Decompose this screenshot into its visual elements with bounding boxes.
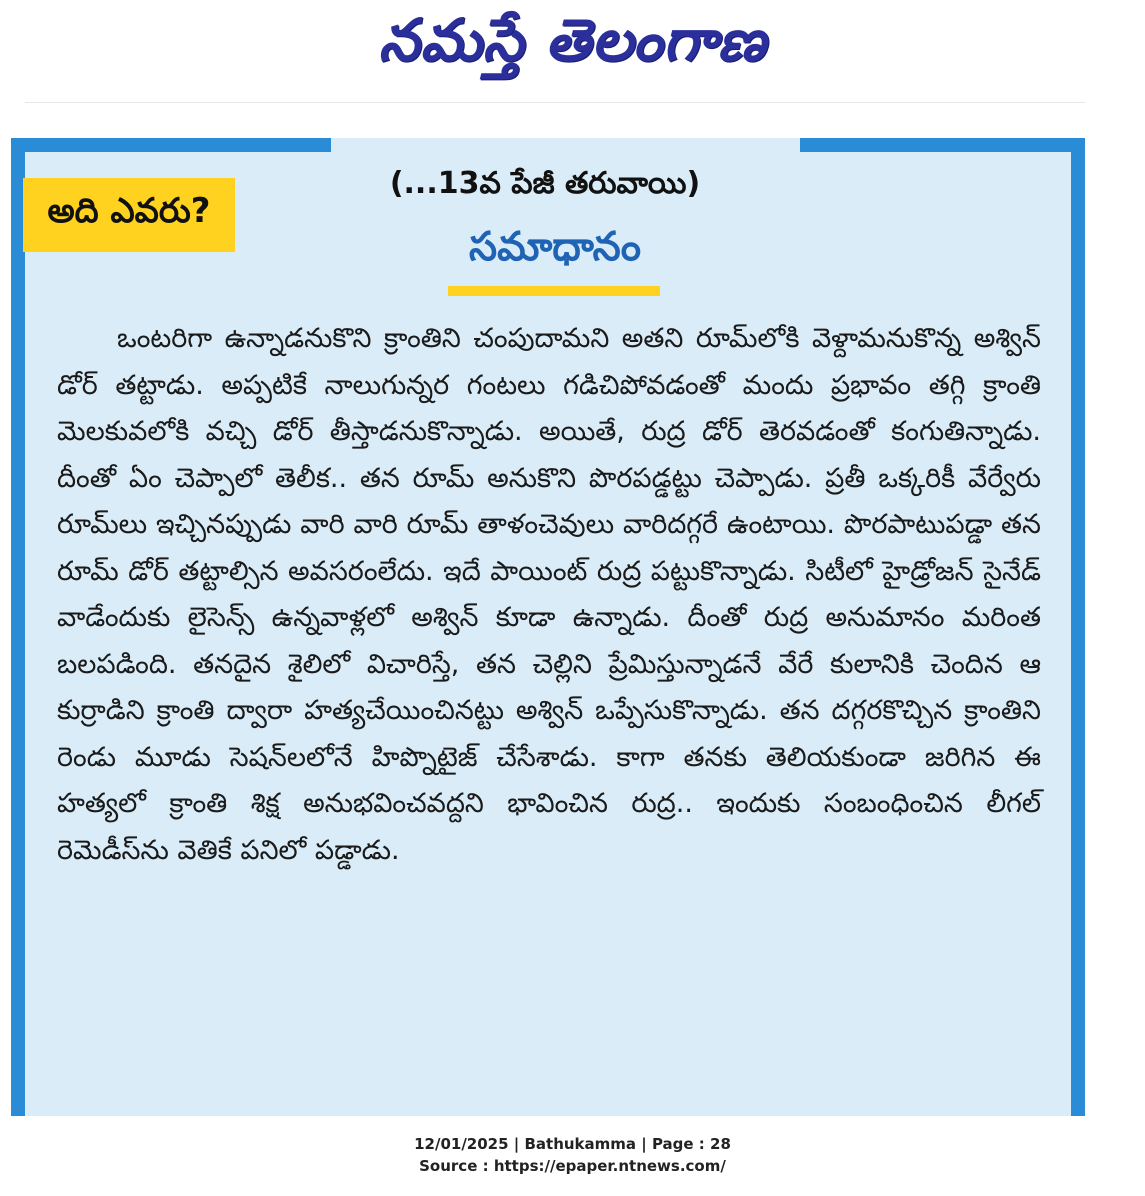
page-footer [0,1133,1145,1177]
title-underline [448,286,660,296]
masthead-divider [25,102,1085,103]
frame-top-right-bar [800,138,1085,152]
article-body: ఒంటరిగా ఉన్నాడనుకొని క్రాంతిని చంపుదామని అతని రూమ్‌లోకి వెళ్దామనుకొన్న అశ్విన్ డోర్ తట్టాడు. అప్పటికే నాలుగున్నర గంటలు గడిచిపోవడంతో మందు ప్రభావం తగ్గి క్రాంతి మెలకువలోకి వచ్చి డోర్ తీస్తాడనుకొన్నాడు. అయితే, రుద్ర డోర్ తెరవడంతో కంగుతిన్నాడు. దీంతో ఏం చెప్పాలో తెలీక.. తన రూమ్ అనుకొని పొరపడ్డట్టు చెప్పాడు. ప్రతీ ఒక్కరికీ వేర్వేరు రూమ్‌లు ఇచ్చినప్పుడు వారి వారి రూమ్ తాళంచెవులు వారిదగ్గరే ఉంటాయి. పొరపాటుపడ్డా తన రూమ్ డోర్ తట్టాల్సిన అవసరంలేదు. ఇదే పాయింట్ రుద్ర పట్టుకొన్నాడు. సిటీలో హైడ్రోజన్ సైనేడ్ వాడేందుకు లైసెన్స్ ఉన్నవాళ్లలో అశ్విన్ కూడా ఉన్నాడు. దీంతో రుద్ర అనుమానం మరింత బలపడింది. తనదైన శైలిలో విచారిస్తే, తన చెల్లిని ప్రేమిస్తున్నాడనే వేరే కులానికి చెందిన ఆ కుర్రాడిని క్రాంతి ద్వారా హత్యచేయించినట్టు అశ్విన్ ఒప్పేసుకొన్నాడు. తన దగ్గరకొచ్చిన క్రాంతిని రెండు మూడు సెషన్‌లలోనే హిప్నొటైజ్ చేసేశాడు. కాగా తనకు తెలియకుండా జరిగిన ఈ హత్యలో క్రాంతి శిక్ష అనుభవించవద్దని భావించిన రుద్ర.. ఇందుకు సంబంధించిన లీగల్ రెమెడీస్‌ను వెతికే పనిలో పడ్డాడు. [57,323,1041,866]
frame-top-left-bar [11,138,331,152]
masthead [0,0,1145,100]
newspaper-logo: నమస్తే తెలంగాణ [378,6,767,74]
continuation-note: (...13వ పేజీ తరువాయి) [389,166,701,201]
footer-date-line: 12/01/2025 | Bathukamma | Page : 28 [414,1135,731,1153]
article-panel [11,138,1085,1116]
footer-source-line: Source : https://epaper.ntnews.com/ [419,1157,726,1175]
section-tag: అది ఎవరు? [23,178,235,252]
article-title: సమాధానం [469,224,641,270]
